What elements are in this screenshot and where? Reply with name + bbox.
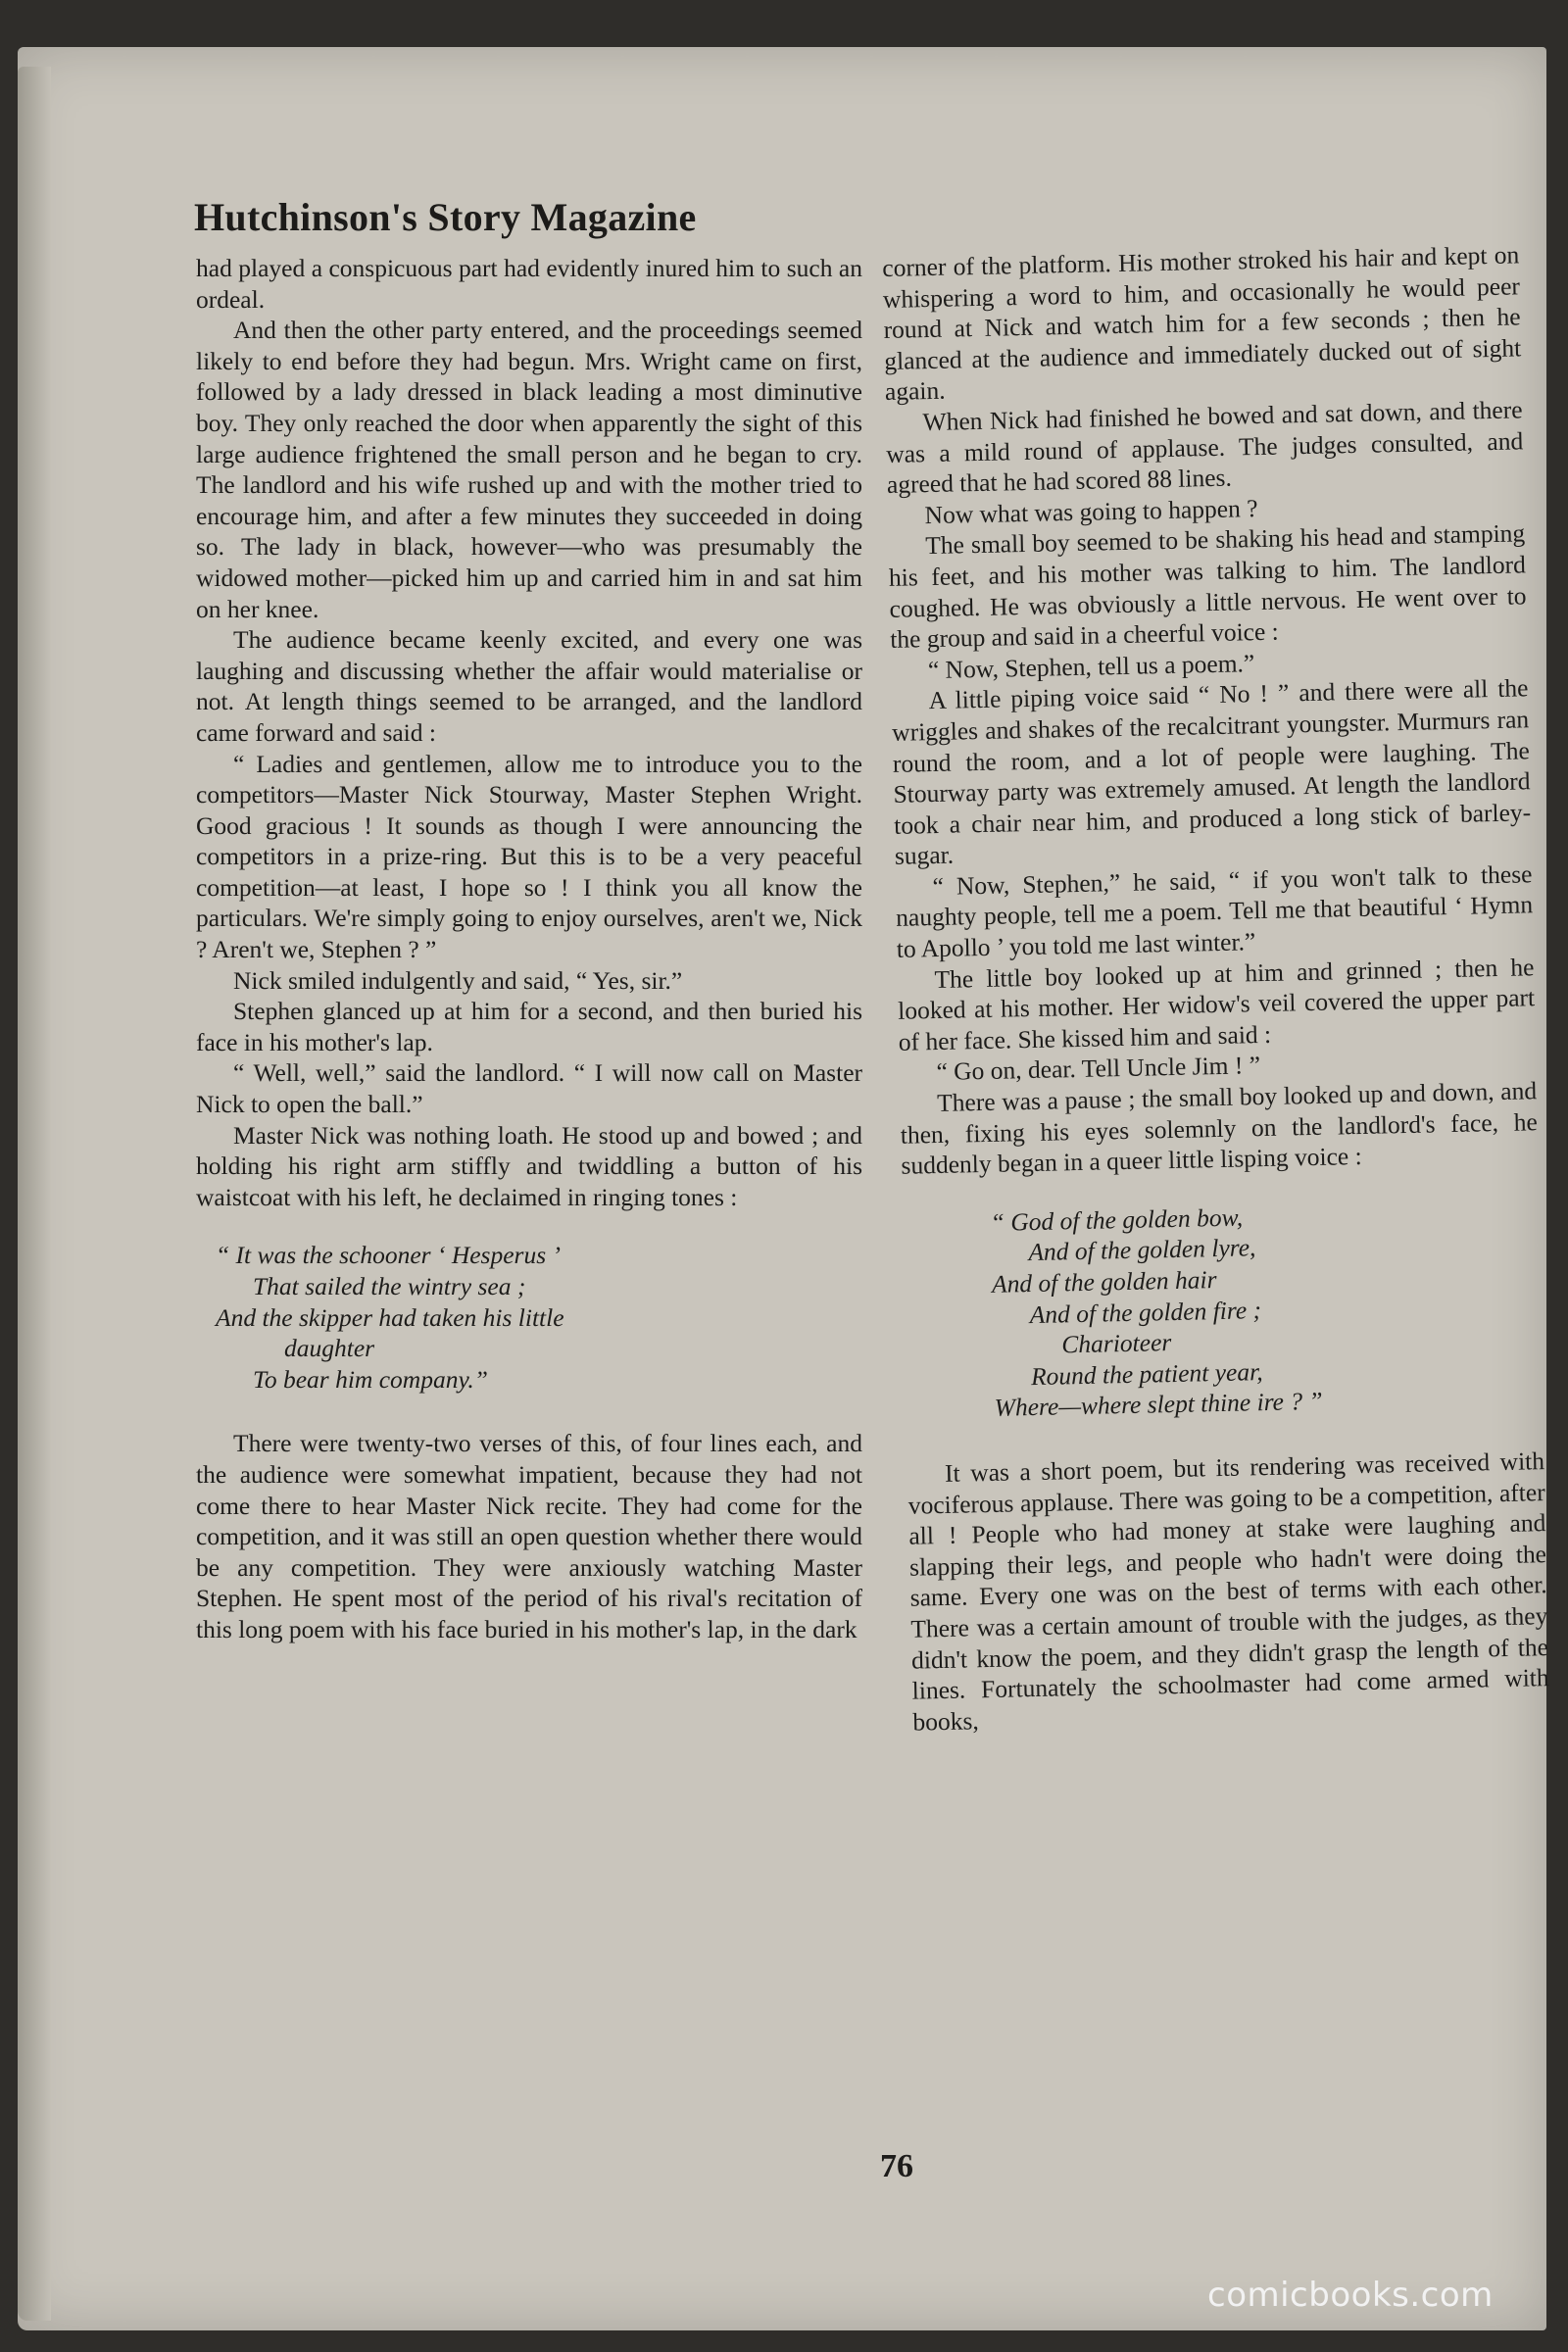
paragraph: Stephen glanced up at him for a second, and then buried his face in his mother's lap. (196, 997, 862, 1056)
poem-line: To bear him company.” (253, 1364, 488, 1394)
left-column (196, 253, 862, 1645)
paragraph: The small boy seemed to be shaking his head and stamping his feet, and his mother was talking to him. The landlord coughed. He was obviously a little nervous. He went over to the group and said in a cheerful voice : (888, 518, 1527, 655)
poem-line: And of the golden hair (991, 1265, 1217, 1298)
paragraph: had played a conspicuous part had evidently inured him to such an ordeal. (196, 254, 862, 314)
poem-line: Where—where slept thine ire ? ” (994, 1387, 1323, 1423)
paragraph: It was a short poem, but its rendering was received with vociferous applause. There was going to be a competition, after all ! People who had money at stake were laughing and slapping their legs, and people who hadn't were doing the same. Every one was on the best of terms with each other. There was a certain amount of trouble with the judges, as they didn't know the poem, and they didn't grasp the length of the lines. Fortunately the schoolmaster had come armed with books, (907, 1446, 1549, 1737)
paragraph: “ Ladies and gentlemen, allow me to introduce you to the competitors—Master Nick Stourway, Master Stephen Wright. Good gracious ! It sounds as though I were announcing the competitors in a prize-ring. But this is to be a very peaceful competition—at least, I hope so ! I think you all know the particulars. We're simply going to enjoy ourselves, aren't we, Nick ? Aren't we, Stephen ? ” (196, 749, 862, 964)
poem-line: “ It was the schooner ‘ Hesperus ’ (216, 1241, 562, 1270)
poem-line: daughter (284, 1334, 375, 1363)
paragraph: There was a pause ; the small boy looked up and down, and then, fixing his eyes solemnly on the landlord's face, he suddenly began in a queer little lisping voice : (900, 1076, 1539, 1181)
paragraph: And then the other party entered, and the proceedings seemed likely to end before they had begun. Mrs. Wright came on first, followed by a lady dressed in black leading a most diminutive boy. They only reached the door when apparently the sight of this large audience frightened the small person and he began to cry. The landlord and his wife rushed up and with the mother tried to encourage him, and after a few minutes they succeeded in doing so. The lady in black, however—who was presumably the widowed mother—picked him up and carried him in and sat him on her knee. (196, 316, 862, 623)
poem-line: “ God of the golden bow, (990, 1202, 1244, 1237)
paragraph: corner of the platform. His mother stroked his hair and kept on whispering a word to him, and occasionally he would peer round at Nick and watch him for a few seconds ; then he glanced at the audience and immediately ducked out of sight again. (882, 240, 1522, 407)
paragraph: “ Go on, dear. Tell Uncle Jim ! ” (936, 1051, 1261, 1087)
right-poem (990, 1196, 1544, 1424)
paragraph: “ Well, well,” said the landlord. “ I will now call on Master Nick to open the ball.” (196, 1058, 862, 1119)
paragraph: Now what was going to happen ? (924, 493, 1258, 529)
page-number: 76 (880, 2148, 913, 2184)
watermark: comicbooks.com (1207, 2276, 1494, 2315)
paragraph: A little piping voice said “ No ! ” and there were all the wriggles and shakes of the recalcitrant youngster. Murmurs ran round the room, and a lot of people were laughing. The Stourway party was extremely amused. At length the landlord took a chair near him, and produced a long stick of barley-sugar. (891, 673, 1532, 871)
poem-line: Charioteer (1061, 1328, 1172, 1359)
paragraph: When Nick had finished he bowed and sat down, and there was a mild round of applause. The judges consulted, and agreed that he had scored 88 lines. (885, 395, 1524, 500)
left-poem (216, 1240, 862, 1395)
running-header: Hutchinson's Story Magazine (194, 195, 697, 239)
poem-line: And of the golden fire ; (1029, 1295, 1262, 1329)
poem-line: That sailed the wintry sea ; (253, 1272, 526, 1300)
right-before-poem (882, 239, 1539, 1181)
left-after-poem (196, 1428, 862, 1644)
paragraph: “ Now, Stephen,” he said, “ if you won't talk to these naughty people, tell me a poem. Tell me that beautiful ‘ Hymn to Apollo ’ you told me last winter.” (895, 859, 1534, 963)
page-edge (18, 67, 51, 2321)
poem-line: And the skipper had taken his little (216, 1302, 564, 1332)
paragraph: “ Now, Stephen, tell us a poem.” (927, 648, 1255, 684)
paragraph: Master Nick was nothing loath. He stood up and bowed ; and holding his right arm stiffly and twiddling a button of his waistcoat with his left, he declaimed in ringing tones : (196, 1120, 862, 1211)
right-column (882, 239, 1550, 1738)
paragraph: There were twenty-two verses of this, of four lines each, and the audience were somewhat impatient, because they had not come there to hear Master Nick recite. They had come for the competition, and it was still an open question whether there would be any competition. They were anxiously watching Master Stephen. He spent most of the period of his rival's recitation of this long poem with his face buried in his mother's lap, in the dark (196, 1429, 862, 1643)
paragraph: The audience became keenly excited, and every one was laughing and discussing whether the affair would materialise or not. At length things seemed to be arranged, and the landlord came forward and said : (196, 625, 862, 747)
poem-line: And of the golden lyre, (1028, 1233, 1256, 1267)
right-after-poem (907, 1446, 1550, 1738)
paragraph: Nick smiled indulgently and said, “ Yes, sir.” (233, 965, 683, 995)
poem-line: Round the patient year, (1030, 1356, 1263, 1391)
paragraph: The little boy looked up at him and grinned ; then he looked at his mother. Her widow's veil covered the upper part of her face. She kissed him and said : (897, 952, 1536, 1056)
left-before-poem (196, 253, 862, 1212)
